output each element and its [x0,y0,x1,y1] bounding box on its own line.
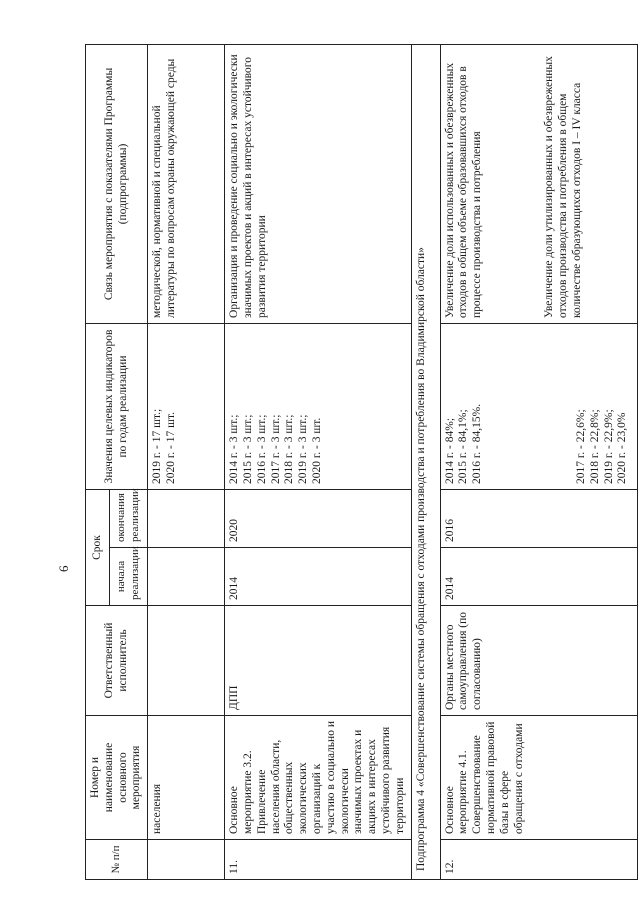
measure-description: Привлечение населения области, общественных экологических организаций к участию в социально и экологически значимых проектах и акциях в интересах устойчивого развития территории [255,721,406,834]
indicator-line: 2019 г. - 17 шт.; [151,408,164,484]
indicator-line: 2018 г. - 3 шт.; [283,414,296,484]
cell-start: 2014 [440,548,637,606]
cell-start: 2014 [225,548,411,606]
indicator-line: 2017 г. - 3 шт.; [269,414,282,484]
subprogram-title: Подпрограмма 4 «Совершенствование системы обращения с отходами производства и потребления во Владимирской области» [411,44,440,879]
indicator-line: 2015 г. - 84,1%; [457,409,470,484]
cell-num [148,840,225,880]
cell-name: населения [148,716,225,840]
program-table [85,44,638,880]
header-name: Номер и наименование основного мероприятия [86,716,148,840]
cell-executor [148,606,225,716]
header-link: Связь мероприятия с показателями Программы (подпрограммы) [86,44,148,323]
cell-end [148,489,225,547]
header-term-start: начала реализации [109,548,147,606]
spacer [485,50,543,318]
indicator-line: 2016 г. - 3 шт.; [255,414,268,484]
header-executor: Ответственный исполнитель [86,606,148,716]
cell-name [440,716,637,840]
cell-indicators [225,323,411,489]
cell-end: 2016 [440,489,637,547]
cell-link [440,44,637,323]
cell-num: 11. [225,840,411,880]
indicator-line: 2014 г. - 3 шт.; [228,414,241,484]
header-indicators: Значения целевых индикаторов по годам реализации [86,323,148,489]
indicator-line: 2020 г. - 23,0% [616,412,629,484]
link-text: Увеличение доли утилизированных и обезвреженных отходов производства и потребления в общем количестве образующихся отходов I – IV класса [542,56,583,318]
indicator-line: 2016 г. - 84,15%. [471,403,484,484]
cell-indicators [148,323,225,489]
cell-end: 2020 [225,489,411,547]
indicator-line: 2015 г. - 3 шт.; [241,414,254,484]
indicator-line: 2014 г. - 84%; [443,417,456,484]
cell-indicators [440,323,637,489]
measure-description: Совершенствование нормативной правовой базы в сфере обращения с отходами [471,721,525,834]
indicator-line: 2020 г. - 17 шт. [164,411,177,484]
table-row [225,44,411,879]
link-text: Увеличение доли использованных и обезвреженных отходов в общем объеме образовавшихся отходов в процессе производства и потребления [443,62,484,318]
subprogram-row [411,44,440,879]
cell-start [148,548,225,606]
header-num: № п/п [86,840,148,880]
header-term-end: окончания реализации [109,489,147,547]
indicator-line: 2017 г. - 22,6%; [574,409,587,484]
header-term: Срок [86,489,110,605]
header-row [86,44,110,879]
cell-executor: Органы местного самоуправления (по согласованию) [440,606,637,716]
table-row [148,44,225,879]
rotated-table-container [85,45,629,880]
indicator-line: 2020 г. - 3 шт. [310,417,323,484]
table-row [440,44,637,879]
cell-link: методической, нормативной и специальной литературы по вопросам охраны окружающей среды [148,44,225,323]
cell-executor: ДПП [225,606,411,716]
cell-num: 12. [440,840,637,880]
cell-name [225,716,411,840]
cell-link: Организация и проведение социально и экологически значимых проектов и акций в интересах устойчивого развития территории [225,44,411,323]
spacer [485,329,575,484]
indicator-line: 2019 г. - 22,9%; [602,409,615,484]
indicator-line: 2018 г. - 22,8%; [588,409,601,484]
measure-title: Основное мероприятие 3.2. [228,750,254,834]
measure-title: Основное мероприятие 4.1. [443,750,470,834]
page-number: 6 [56,565,71,572]
indicator-line: 2019 г. - 3 шт.; [297,414,310,484]
